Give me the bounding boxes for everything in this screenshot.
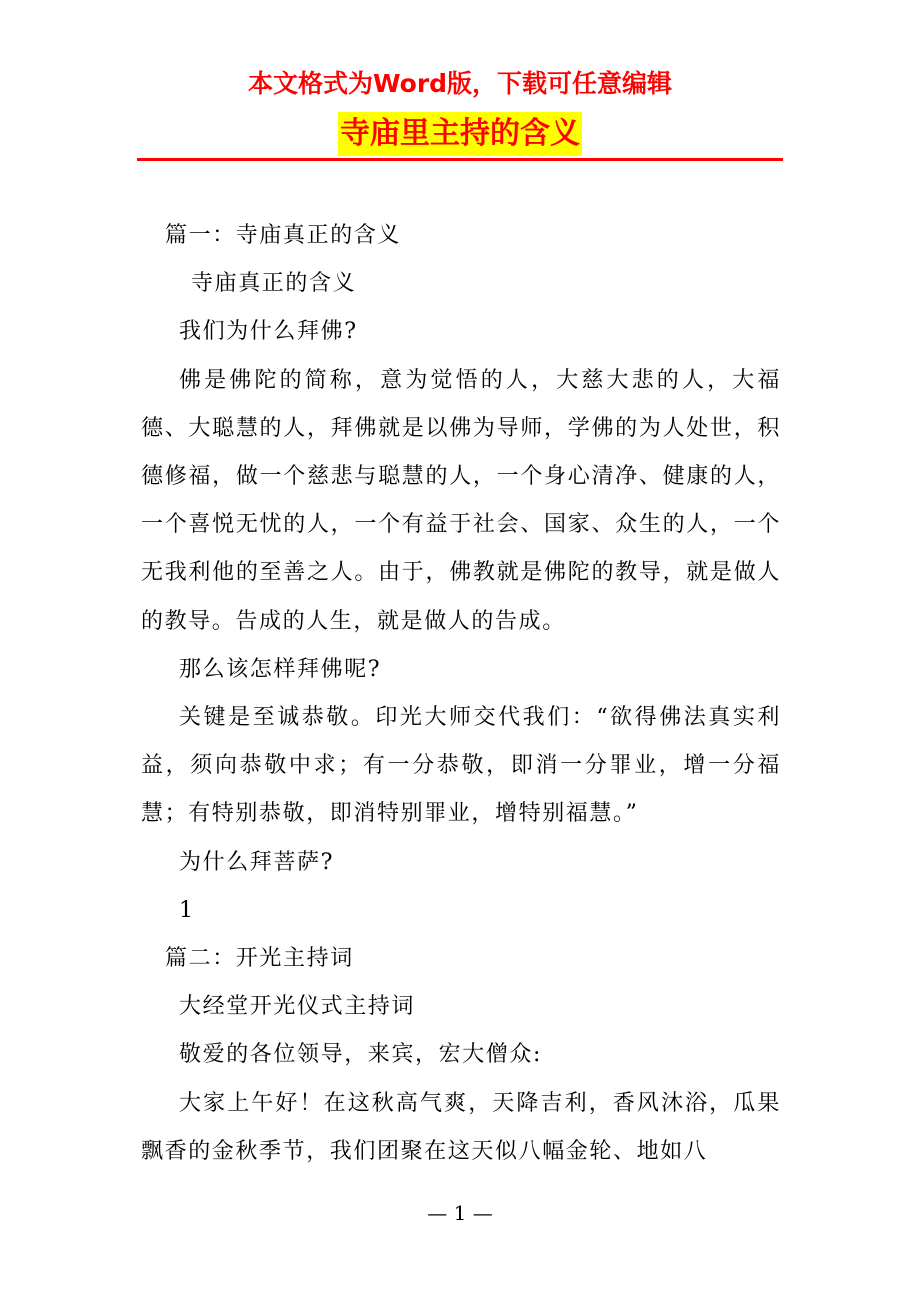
title-divider xyxy=(137,158,783,161)
format-notice: 本文格式为Word版，下载可任意编辑 xyxy=(247,69,673,98)
paragraph: 关键是至诚恭敬。印光大师交代我们：“欲得佛法真实利益，须向恭敬中求；有一分恭敬，即消一分罪业，增一分福慧；有特别恭敬，即消特别罪业，增特别福慧。” xyxy=(141,705,781,827)
section-heading-1: 篇一：寺庙真正的含义 xyxy=(165,223,402,248)
paragraph: 敬爱的各位领导，来宾，宏大僧众: xyxy=(179,1042,543,1068)
section-heading-2: 篇二：开光主持词 xyxy=(165,946,354,972)
document-title-container xyxy=(0,112,920,156)
section-subtitle-2: 大经堂开光仪式主持词 xyxy=(179,994,416,1020)
paragraph: 佛是佛陀的简称，意为觉悟的人，大慈大悲的人，大福德、大聪慧的人，拜佛就是以佛为导师，学佛的为人处世，积德修福，做一个慈悲与聪慧的人，一个身心清净、健康的人，一个喜悦无忧的人，一个有益于社会、国家、众生的人，一个无我利他的至善之人。由于，佛教就是佛陀的教导，就是做人的教导。告成的人生，就是做人的告成。 xyxy=(141,367,781,634)
document-title: 寺庙里主持的含义 xyxy=(338,112,582,156)
paragraph: 我们为什么拜佛? xyxy=(179,319,358,345)
document-body xyxy=(141,212,781,1176)
paragraph: 为什么拜菩萨? xyxy=(179,849,334,875)
section-subtitle-1: 寺庙真正的含义 xyxy=(191,271,357,297)
paragraph: 那么该怎样拜佛呢? xyxy=(179,656,382,682)
inline-number: 1 xyxy=(179,897,195,923)
page-number: — 1 — xyxy=(427,1201,493,1225)
paragraph: 大家上午好！在这秋高气爽，天降吉利，香风沐浴，瓜果飘香的金秋季节，我们团聚在这天似八幅金轮、地如八 xyxy=(141,1090,781,1164)
